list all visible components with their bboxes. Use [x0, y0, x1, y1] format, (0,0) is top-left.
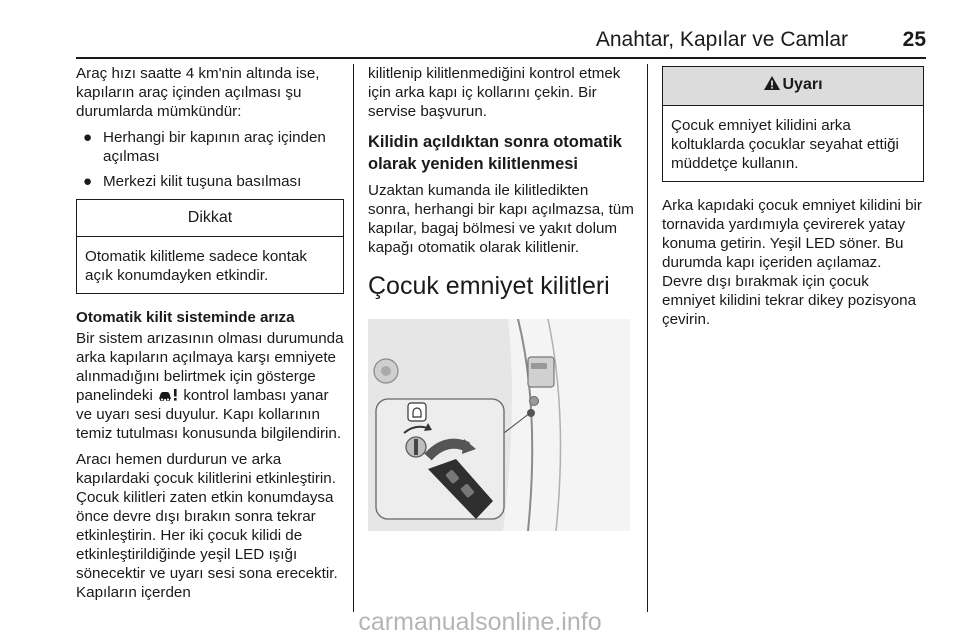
notice-heading: Dikkat [77, 200, 343, 237]
warning-box [662, 66, 924, 182]
header-rule [76, 57, 926, 59]
list-item [76, 172, 344, 191]
list-item-text: Merkezi kilit tuşuna basılması [103, 173, 302, 190]
continued-paragraph: kilitlenip kilitlenmediğini kontrol etmek için arka kapı iç kollarını çekin. Bir servise başvurun. [368, 65, 621, 120]
watermark: carmanualsonline.info [358, 608, 602, 636]
list-item [76, 128, 344, 166]
instructions-paragraph: Arka kapıdaki çocuk emniyet kilidini bir tornavida yardımıyla çevirerek yatay konuma getirin. Yeşil LED söner. Bu durumda kapı içeriden açılamaz. Devre dışı bırakmak için çocuk emniyet kilidini tekrar dikey pozisyona çevirin. [662, 197, 922, 328]
bullet-icon: ● [83, 129, 93, 146]
child-lock-warning-icon [157, 387, 179, 404]
page-number: 25 [902, 28, 926, 51]
column-2 [368, 64, 634, 531]
warning-heading: Uyarı [782, 76, 823, 93]
column-divider-left [353, 64, 354, 612]
warning-body: Çocuk emniyet kilidini arka koltuklarda çocuklar seyahat ettiği müddetçe kullanın. [671, 117, 899, 172]
relock-paragraph: Uzaktan kumanda ile kilitledikten sonra, herhangi bir kapı açılmazsa, tüm kapılar, bagaj bölmesi ve yakıt dolum kapağı otomatik olarak kilitlenir. [368, 182, 634, 256]
stop-paragraph: Aracı hemen durdurun ve arka kapılardaki çocuk kilitlerini etkinleştirin. Çocuk kilitleri zaten etkin konumdaysa önce devre dışı bırakın sonra tekrar etkinleştirin. Her iki çocuk kilidi de etkinleştirildiğinde yeşil LED ışığı sönecektir ve uyarı sesi sona erecektir. Kapıların içerden [76, 451, 338, 601]
bullet-icon: ● [83, 173, 93, 190]
notice-body: Otomatik kilitleme sadece kontak açık konumdayken etkindir. [85, 248, 307, 284]
fault-text-end: kontrol lambası yanar ve uyarı sesi duyulur. Kapı kollarının temiz tutulması konusunda bilgilendirin. [76, 387, 342, 442]
fault-text-start: Bir sistem arızasının olması durumunda arka kapıların açılmaya karşı emniyete alınmadığını belirtmek için gösterge panelindeki [76, 330, 344, 404]
fault-heading: Otomatik kilit sisteminde arıza [76, 309, 295, 326]
column-divider-right [647, 64, 648, 612]
column-1 [76, 64, 344, 609]
warning-triangle-icon [763, 75, 781, 96]
section-heading: Çocuk emniyet kilitleri [368, 272, 610, 300]
list-item-text: Herhangi bir kapının araç içinden açılması [103, 129, 326, 165]
chapter-title: Anahtar, Kapılar ve Camlar [595, 28, 848, 51]
notice-box [76, 199, 344, 294]
intro-paragraph: Araç hızı saatte 4 km'nin altında ise, kapıların araç içinden açılması şu durumlarda mümkündür: [76, 65, 320, 120]
warning-heading-bar [663, 67, 923, 106]
condition-list [76, 128, 344, 191]
fault-paragraph [76, 329, 344, 443]
child-lock-illustration [368, 319, 630, 531]
column-3 [662, 64, 924, 336]
relock-heading: Kilidin açıldıktan sonra otomatik olarak yeniden kilitlenmesi [368, 133, 622, 173]
page-header [76, 28, 926, 58]
